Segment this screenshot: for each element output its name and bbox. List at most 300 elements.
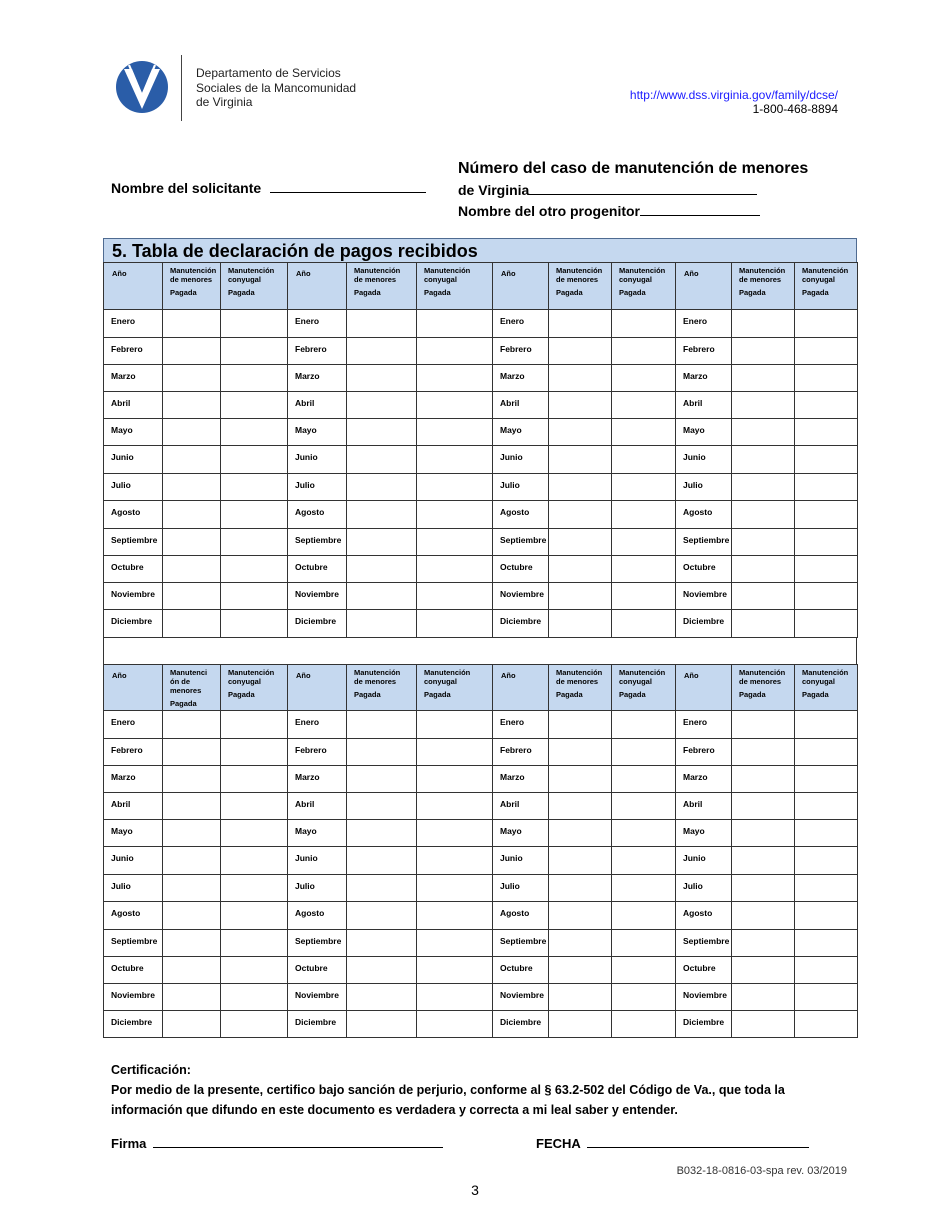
child-support-amount-cell[interactable] [163,875,221,902]
spousal-support-header [417,665,493,711]
child-support-amount-cell[interactable] [549,793,612,820]
month-cell: Junio [104,446,163,474]
child-support-amount-cell[interactable] [549,365,612,392]
child-support-amount-cell[interactable] [163,930,221,957]
child-support-amount-cell[interactable] [347,766,417,793]
child-support-amount-cell[interactable] [732,766,795,793]
child-support-amount-cell[interactable] [163,583,221,610]
spousal-support-amount-cell[interactable] [795,392,858,419]
spousal-support-amount-cell[interactable] [795,1011,858,1038]
child-support-amount-cell[interactable] [347,793,417,820]
month-cell: Septiembre [493,930,549,957]
child-support-amount-cell[interactable] [732,392,795,419]
spousal-support-header [795,665,858,711]
spousal-support-amount-cell[interactable] [612,875,676,902]
child-support-amount-cell[interactable] [732,419,795,446]
month-cell: Diciembre [493,610,549,638]
child-support-amount-cell[interactable] [347,930,417,957]
month-cell: Marzo [104,766,163,793]
month-cell: Octubre [104,957,163,984]
certification-text: Por medio de la presente, certifico bajo sanción de perjurio, conforme al § 63.2-502 del Código de Va., que toda la información que difundo en este documento es verdadera y correcta a mi leal saber y entender. [111,1083,785,1117]
child-support-amount-cell[interactable] [549,610,612,638]
child-support-amount-cell[interactable] [347,711,417,739]
spousal-support-amount-cell[interactable] [612,984,676,1011]
month-cell: Marzo [493,365,549,392]
child-support-amount-cell[interactable] [163,446,221,474]
child-support-amount-cell[interactable] [732,338,795,365]
child-support-amount-cell[interactable] [549,583,612,610]
spousal-support-amount-cell[interactable] [612,739,676,766]
spousal-support-amount-cell[interactable] [612,711,676,739]
child-support-amount-cell[interactable] [163,847,221,875]
header-line: conyugal [619,677,652,686]
payments-table-2 [103,664,858,1038]
spousal-support-amount-cell[interactable] [417,474,493,501]
month-cell: Septiembre [288,930,347,957]
child-support-header [347,665,417,711]
child-support-amount-cell[interactable] [732,875,795,902]
header-line: Pagada [228,690,255,699]
child-support-amount-cell[interactable] [549,930,612,957]
child-support-amount-cell[interactable] [732,984,795,1011]
spousal-support-amount-cell[interactable] [417,820,493,847]
child-support-amount-cell[interactable] [549,310,612,338]
spousal-support-amount-cell[interactable] [221,984,288,1011]
table-row [104,338,858,365]
month-cell: Octubre [676,556,732,583]
child-support-amount-cell[interactable] [163,711,221,739]
spousal-support-amount-cell[interactable] [795,793,858,820]
child-support-amount-cell[interactable] [549,847,612,875]
spousal-support-amount-cell[interactable] [612,338,676,365]
spousal-support-amount-cell[interactable] [612,365,676,392]
case-number-field: de Virginia [458,182,757,198]
month-cell: Septiembre [676,529,732,556]
spousal-support-amount-cell[interactable] [417,610,493,638]
month-cell: Noviembre [104,583,163,610]
spousal-support-amount-cell[interactable] [795,711,858,739]
spousal-support-amount-cell[interactable] [612,310,676,338]
applicant-name-line[interactable] [270,191,426,193]
child-support-amount-cell[interactable] [163,793,221,820]
spousal-support-amount-cell[interactable] [417,847,493,875]
child-support-amount-cell[interactable] [549,556,612,583]
spousal-support-amount-cell[interactable] [417,1011,493,1038]
child-support-amount-cell[interactable] [549,711,612,739]
spousal-support-amount-cell[interactable] [221,392,288,419]
month-cell: Mayo [493,419,549,446]
child-support-amount-cell[interactable] [347,529,417,556]
month-cell: Julio [676,875,732,902]
month-cell: Febrero [676,739,732,766]
header-line: Pagada [739,288,766,297]
year-header [288,665,347,711]
header-line: Manutención [170,266,217,275]
child-support-amount-cell[interactable] [163,501,221,529]
spousal-support-amount-cell[interactable] [221,766,288,793]
spousal-support-amount-cell[interactable] [795,847,858,875]
month-cell: Octubre [288,957,347,984]
child-support-amount-cell[interactable] [549,474,612,501]
month-cell: Noviembre [493,583,549,610]
month-cell: Julio [104,875,163,902]
spousal-support-amount-cell[interactable] [221,793,288,820]
child-support-amount-cell[interactable] [732,793,795,820]
child-support-header [549,263,612,310]
header-line: ón de [170,677,190,686]
child-support-amount-cell[interactable] [732,474,795,501]
child-support-amount-cell[interactable] [347,419,417,446]
spousal-support-amount-cell[interactable] [612,446,676,474]
child-support-amount-cell[interactable] [732,556,795,583]
child-support-amount-cell[interactable] [549,1011,612,1038]
child-support-amount-cell[interactable] [163,529,221,556]
month-cell: Junio [493,847,549,875]
other-parent-field: Nombre del otro progenitor [458,203,760,219]
header-line: Manutención [424,668,471,677]
spousal-support-amount-cell[interactable] [417,766,493,793]
child-support-amount-cell[interactable] [163,365,221,392]
spousal-support-amount-cell[interactable] [612,847,676,875]
month-cell: Enero [288,711,347,739]
child-support-amount-cell[interactable] [549,820,612,847]
month-cell: Febrero [104,338,163,365]
child-support-amount-cell[interactable] [347,338,417,365]
child-support-amount-cell[interactable] [732,610,795,638]
month-cell: Noviembre [676,984,732,1011]
child-support-amount-cell[interactable] [163,610,221,638]
spousal-support-amount-cell[interactable] [612,1011,676,1038]
child-support-amount-cell[interactable] [163,984,221,1011]
spousal-support-amount-cell[interactable] [221,875,288,902]
month-cell: Junio [493,446,549,474]
child-support-amount-cell[interactable] [549,392,612,419]
spousal-support-amount-cell[interactable] [417,875,493,902]
header-line: conyugal [424,275,457,284]
spousal-support-amount-cell[interactable] [417,793,493,820]
month-cell: Diciembre [288,610,347,638]
month-cell: Junio [104,847,163,875]
header-divider [181,55,182,121]
child-support-amount-cell[interactable] [347,875,417,902]
signature-line[interactable] [153,1146,443,1148]
child-support-amount-cell[interactable] [732,847,795,875]
child-support-amount-cell[interactable] [549,419,612,446]
spousal-support-amount-cell[interactable] [221,556,288,583]
spousal-support-amount-cell[interactable] [417,957,493,984]
spousal-support-amount-cell[interactable] [795,338,858,365]
other-parent-line[interactable] [640,214,760,216]
spousal-support-amount-cell[interactable] [795,739,858,766]
month-cell: Junio [288,847,347,875]
month-cell: Enero [288,310,347,338]
spousal-support-amount-cell[interactable] [417,338,493,365]
spousal-support-amount-cell[interactable] [221,820,288,847]
table-row [104,820,858,847]
spousal-support-amount-cell[interactable] [612,501,676,529]
year-header-label: Año [501,269,516,278]
month-cell: Octubre [104,556,163,583]
child-support-amount-cell[interactable] [163,739,221,766]
spousal-support-amount-cell[interactable] [612,930,676,957]
child-support-header [732,665,795,711]
header-line: Pagada [170,288,197,297]
spousal-support-amount-cell[interactable] [221,957,288,984]
month-cell: Agosto [493,501,549,529]
spousal-support-amount-cell[interactable] [795,419,858,446]
child-support-amount-cell[interactable] [163,419,221,446]
month-cell: Noviembre [104,984,163,1011]
spousal-support-amount-cell[interactable] [612,902,676,930]
child-support-amount-cell[interactable] [549,529,612,556]
child-support-amount-cell[interactable] [732,529,795,556]
spousal-support-amount-cell[interactable] [795,529,858,556]
child-support-amount-cell[interactable] [347,501,417,529]
spousal-support-amount-cell[interactable] [221,930,288,957]
spousal-support-amount-cell[interactable] [795,610,858,638]
header-line: de menores [556,275,599,284]
spousal-support-amount-cell[interactable] [221,610,288,638]
spousal-support-amount-cell[interactable] [221,847,288,875]
website-link[interactable]: http://www.dss.virginia.gov/family/dcse/ [629,88,838,102]
spousal-support-amount-cell[interactable] [417,556,493,583]
child-support-amount-cell[interactable] [347,446,417,474]
child-support-amount-cell[interactable] [347,847,417,875]
header-line: Pagada [424,690,451,699]
child-support-amount-cell[interactable] [163,392,221,419]
spousal-support-amount-cell[interactable] [612,392,676,419]
header-line: Manutención [228,668,275,677]
spousal-support-amount-cell[interactable] [795,930,858,957]
spousal-support-amount-cell[interactable] [221,583,288,610]
child-support-amount-cell[interactable] [347,902,417,930]
table-header-row [104,665,858,711]
spousal-support-amount-cell[interactable] [221,739,288,766]
spousal-support-amount-cell[interactable] [221,1011,288,1038]
table-row [104,419,858,446]
spousal-support-amount-cell[interactable] [612,820,676,847]
spousal-support-amount-cell[interactable] [221,529,288,556]
spousal-support-amount-cell[interactable] [612,529,676,556]
spousal-support-amount-cell[interactable] [612,583,676,610]
spousal-support-amount-cell[interactable] [417,739,493,766]
child-support-amount-cell[interactable] [732,902,795,930]
month-cell: Agosto [288,902,347,930]
year-header-label: Año [684,269,699,278]
child-support-amount-cell[interactable] [549,501,612,529]
spousal-support-amount-cell[interactable] [795,365,858,392]
child-support-amount-cell[interactable] [732,583,795,610]
spousal-support-amount-cell[interactable] [612,793,676,820]
child-support-amount-cell[interactable] [347,365,417,392]
child-support-amount-cell[interactable] [549,957,612,984]
year-header-label: Año [501,671,516,680]
child-support-amount-cell[interactable] [549,875,612,902]
child-support-amount-cell[interactable] [732,1011,795,1038]
table-row [104,446,858,474]
header-line: conyugal [802,677,835,686]
child-support-amount-cell[interactable] [163,766,221,793]
year-header [493,263,549,310]
spousal-support-amount-cell[interactable] [417,446,493,474]
month-cell: Mayo [676,419,732,446]
month-cell: Abril [676,793,732,820]
header-line: Pagada [424,288,451,297]
child-support-amount-cell[interactable] [549,902,612,930]
case-number-line[interactable] [529,193,757,195]
spousal-support-amount-cell[interactable] [417,529,493,556]
child-support-amount-cell[interactable] [732,446,795,474]
child-support-header [163,263,221,310]
date-line[interactable] [587,1146,809,1148]
spousal-support-amount-cell[interactable] [221,474,288,501]
table-row [104,365,858,392]
table-row [104,957,858,984]
child-support-amount-cell[interactable] [347,820,417,847]
year-header-label: Año [296,671,311,680]
header-line: Pagada [739,690,766,699]
child-support-amount-cell[interactable] [347,739,417,766]
header-line: Manutención [619,266,666,275]
spousal-support-amount-cell[interactable] [221,338,288,365]
spousal-support-amount-cell[interactable] [795,310,858,338]
spousal-support-amount-cell[interactable] [221,711,288,739]
child-support-amount-cell[interactable] [347,1011,417,1038]
child-support-amount-cell[interactable] [732,365,795,392]
spousal-support-amount-cell[interactable] [221,310,288,338]
child-support-amount-cell[interactable] [163,1011,221,1038]
header-line: Manutención [228,266,275,275]
spousal-support-amount-cell[interactable] [417,984,493,1011]
spousal-support-header [221,665,288,711]
month-cell: Agosto [288,501,347,529]
spousal-support-amount-cell[interactable] [417,501,493,529]
form-number: B032-18-0816-03-spa rev. 03/2019 [676,1165,847,1177]
spousal-support-amount-cell[interactable] [417,310,493,338]
month-cell: Abril [104,793,163,820]
child-support-amount-cell[interactable] [347,610,417,638]
table-row [104,766,858,793]
table-row [104,711,858,739]
child-support-amount-cell[interactable] [732,711,795,739]
spousal-support-amount-cell[interactable] [417,392,493,419]
spousal-support-amount-cell[interactable] [221,419,288,446]
child-support-amount-cell[interactable] [347,583,417,610]
child-support-amount-cell[interactable] [732,820,795,847]
child-support-amount-cell[interactable] [549,739,612,766]
child-support-amount-cell[interactable] [732,739,795,766]
spousal-support-amount-cell[interactable] [221,902,288,930]
spousal-support-amount-cell[interactable] [417,711,493,739]
child-support-amount-cell[interactable] [347,556,417,583]
spousal-support-amount-cell[interactable] [417,583,493,610]
child-support-amount-cell[interactable] [732,957,795,984]
spousal-support-amount-cell[interactable] [795,583,858,610]
child-support-amount-cell[interactable] [549,766,612,793]
spousal-support-amount-cell[interactable] [795,446,858,474]
child-support-amount-cell[interactable] [549,446,612,474]
child-support-amount-cell[interactable] [549,338,612,365]
month-cell: Agosto [676,902,732,930]
header-line: Manutención [619,668,666,677]
child-support-amount-cell[interactable] [163,820,221,847]
child-support-amount-cell[interactable] [163,556,221,583]
header-line: Manutención [739,266,786,275]
child-support-amount-cell[interactable] [549,984,612,1011]
header-line: de menores [739,677,782,686]
spousal-support-amount-cell[interactable] [221,446,288,474]
spousal-support-amount-cell[interactable] [612,474,676,501]
table-row [104,930,858,957]
spousal-support-header [417,263,493,310]
table-row [104,310,858,338]
header-line: de menores [556,677,599,686]
spousal-support-amount-cell[interactable] [221,365,288,392]
child-support-amount-cell[interactable] [732,930,795,957]
child-support-amount-cell[interactable] [347,957,417,984]
month-cell: Octubre [288,556,347,583]
spousal-support-amount-cell[interactable] [795,766,858,793]
spousal-support-amount-cell[interactable] [795,984,858,1011]
year-header [493,665,549,711]
header-line: menores [170,686,202,695]
month-cell: Septiembre [676,930,732,957]
month-cell: Enero [493,310,549,338]
spousal-support-amount-cell[interactable] [795,501,858,529]
child-support-amount-cell[interactable] [732,501,795,529]
child-support-amount-cell[interactable] [347,392,417,419]
spousal-support-amount-cell[interactable] [612,957,676,984]
spousal-support-amount-cell[interactable] [612,610,676,638]
spousal-support-header [795,263,858,310]
spousal-support-amount-cell[interactable] [417,930,493,957]
month-cell: Mayo [104,419,163,446]
spousal-support-amount-cell[interactable] [795,875,858,902]
child-support-amount-cell[interactable] [163,310,221,338]
spousal-support-amount-cell[interactable] [612,419,676,446]
spousal-support-amount-cell[interactable] [795,902,858,930]
spousal-support-amount-cell[interactable] [417,365,493,392]
header-line: Manutención [354,668,401,677]
spousal-support-amount-cell[interactable] [795,556,858,583]
spousal-support-amount-cell[interactable] [417,419,493,446]
spousal-support-amount-cell[interactable] [417,902,493,930]
month-cell: Abril [288,392,347,419]
table-row [104,392,858,419]
spousal-support-amount-cell[interactable] [612,556,676,583]
month-cell: Noviembre [288,583,347,610]
child-support-amount-cell[interactable] [347,984,417,1011]
child-support-header [347,263,417,310]
month-cell: Mayo [288,820,347,847]
child-support-amount-cell[interactable] [163,338,221,365]
header-line: Manutención [802,266,849,275]
spousal-support-amount-cell[interactable] [795,957,858,984]
child-support-amount-cell[interactable] [347,474,417,501]
child-support-amount-cell[interactable] [163,902,221,930]
child-support-amount-cell[interactable] [732,310,795,338]
month-cell: Junio [676,847,732,875]
child-support-amount-cell[interactable] [163,474,221,501]
spousal-support-amount-cell[interactable] [612,766,676,793]
child-support-amount-cell[interactable] [347,310,417,338]
spousal-support-amount-cell[interactable] [795,820,858,847]
month-cell: Junio [676,446,732,474]
spousal-support-amount-cell[interactable] [795,474,858,501]
child-support-amount-cell[interactable] [163,957,221,984]
header-line: de menores [739,275,782,284]
spousal-support-amount-cell[interactable] [221,501,288,529]
